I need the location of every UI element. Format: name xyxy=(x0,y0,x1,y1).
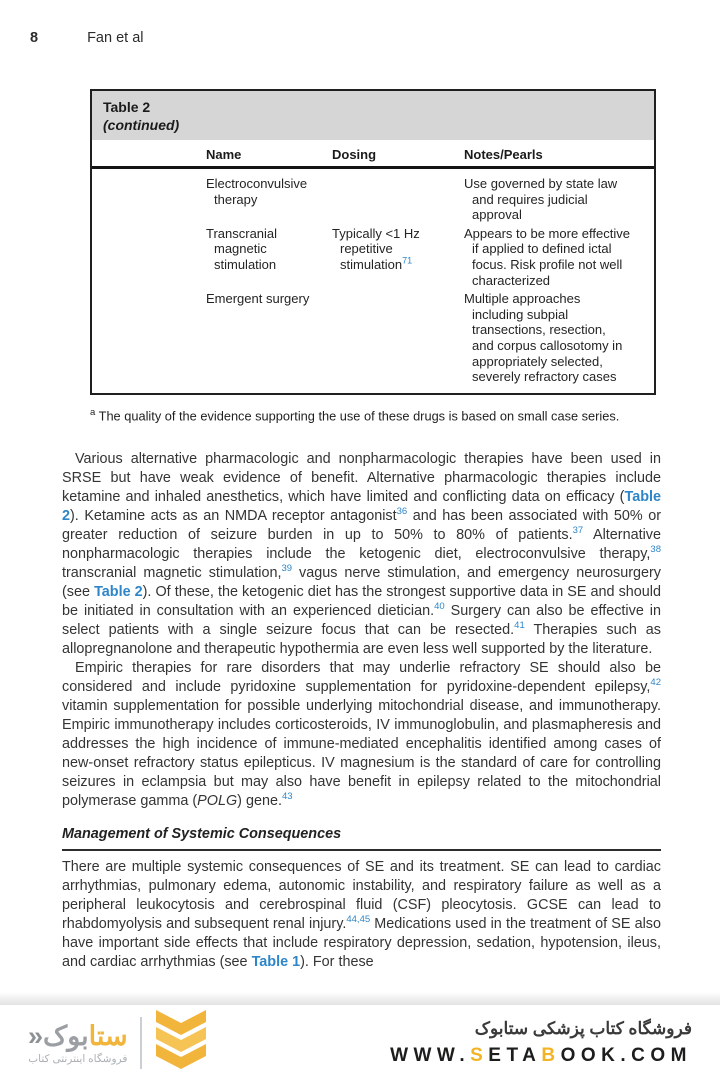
dosing-text: Typically <1 Hz repetitive stimulation xyxy=(332,225,420,272)
table-cell-notes: Use governed by state law and requires judicial approval xyxy=(464,176,618,223)
text-segment: Medications used in the treatment of SE also have important side effects that include respiratory depression, sedation, hypotension, ileus, and cardiac arrhythmias (see xyxy=(62,915,661,970)
citation-reference[interactable]: 36 xyxy=(396,506,408,518)
text-segment: vagus nerve stimulation, and emergency neurosurgery (see xyxy=(62,564,661,600)
text-segment: Surgery can also be effective in select patients with a single seizure focus that can be resected. xyxy=(62,602,661,638)
text-segment: POLG xyxy=(197,792,238,809)
text-segment: and has been associated with 50% or greater reduction of seizure burden in up to 50% to 80% of patients. xyxy=(62,507,661,543)
table-crossref-link[interactable]: Table 2 xyxy=(62,488,661,524)
table-crossref-link[interactable]: Table 1 xyxy=(251,953,301,970)
text-segment: S xyxy=(470,1044,489,1066)
column-header-name: Name xyxy=(206,147,242,162)
table-row xyxy=(92,226,654,288)
citation-reference[interactable]: 44,45 xyxy=(346,914,371,926)
table-cell-dosing xyxy=(324,226,456,288)
table-cell-category xyxy=(92,291,198,385)
paragraph xyxy=(62,450,661,659)
table-row xyxy=(92,291,654,385)
table-cell-notes: Appears to be more effective if applied to defined ictal focus. Risk profile not well characterized xyxy=(464,225,630,288)
store-title: فروشگاه کتاب پزشکی ستابوک xyxy=(474,1018,692,1038)
watermark-footer xyxy=(0,1005,720,1080)
table-cell-name: Emergent surgery xyxy=(206,291,310,307)
footer-right-block xyxy=(390,1019,692,1067)
text-segment: B xyxy=(541,1044,561,1066)
site-url[interactable] xyxy=(390,1045,692,1067)
citation-reference[interactable]: 38 xyxy=(650,544,661,556)
table-title: Table 2 xyxy=(103,99,151,115)
text-segment: Alternative nonpharmacologic therapies include the ketogenic diet, electroconvulsive therapy, xyxy=(62,526,661,562)
table-cell-dosing xyxy=(324,176,456,223)
citation-reference[interactable]: 39 xyxy=(281,563,293,575)
table-cell-name: Transcranial magnetic stimulation xyxy=(206,225,278,272)
footnote-marker: a xyxy=(90,406,96,418)
table-cell-name: Electroconvulsive therapy xyxy=(206,176,308,207)
logo-divider xyxy=(140,1017,142,1069)
citation-reference[interactable]: 37 xyxy=(572,525,584,537)
table-body xyxy=(92,169,654,393)
setabook-wordmark xyxy=(28,1021,128,1051)
logo-text-block xyxy=(28,1021,128,1065)
footnote-text: The quality of the evidence supporting the use of these drugs is based on small case series. xyxy=(98,407,620,423)
page-content xyxy=(0,89,720,972)
text-segment: ). Of these, the ketogenic diet has the strongest supportive data in SE and should be initiated in consultation with an experienced dietician. xyxy=(62,583,661,619)
column-header-notes: Notes/Pearls xyxy=(464,147,543,162)
table-cell-notes: Multiple approaches including subpial transections, resection, and corpus callosotomy in appropriately selected, severely refractory cases xyxy=(464,291,623,385)
page-number: 8 xyxy=(30,30,39,46)
wordmark-guillemet: « xyxy=(28,1020,44,1051)
table-cell-category xyxy=(92,226,198,288)
paragraph xyxy=(62,659,661,811)
citation-reference[interactable]: 41 xyxy=(514,620,525,632)
table-footnote xyxy=(90,405,656,424)
section-heading: Management of Systemic Consequences xyxy=(62,825,661,851)
table-crossref-link[interactable]: Table 2 xyxy=(94,583,143,600)
article-body xyxy=(62,450,661,972)
setabook-logo[interactable] xyxy=(28,1010,208,1075)
table-2-continued xyxy=(90,89,656,395)
column-header-empty xyxy=(92,147,198,162)
text-segment: ). Ketamine acts as an NMDA receptor antagonist xyxy=(70,507,397,524)
text-segment: WWW. xyxy=(390,1044,471,1066)
citation-reference[interactable]: 43 xyxy=(281,791,293,803)
setabook-chevron-logo-icon xyxy=(154,1010,208,1075)
text-segment: OOK.COM xyxy=(560,1044,692,1066)
wordmark-gold-part: ستا xyxy=(88,1020,128,1051)
text-segment: Various alternative pharmacologic and nonpharmacologic therapies have been used in SRSE but have weak evidence of benefit. Alternative pharmacologic therapies include ketamine and inhaled anesthetics, which have limited and conflicting data on efficacy ( xyxy=(62,450,661,505)
footer-shadow xyxy=(0,992,720,1005)
text-segment: transcranial magnetic stimulation, xyxy=(62,564,282,581)
citation-reference[interactable]: 40 xyxy=(434,601,445,613)
citation-reference[interactable]: 42 xyxy=(650,677,661,689)
paragraph xyxy=(62,858,661,972)
logo-tagline: فروشگاه اینترنتی کتاب xyxy=(28,1052,128,1065)
text-segment: Therapies such as allopregnanolone and therapeutic hypothermia are even less well supported by the literature. xyxy=(62,621,661,657)
table-cell-dosing xyxy=(324,291,456,385)
table-cell-category xyxy=(92,176,198,223)
running-title: Fan et al xyxy=(87,30,144,46)
citation-reference[interactable]: 71 xyxy=(402,255,413,266)
table-row xyxy=(92,176,654,223)
table-column-headers xyxy=(92,140,654,169)
table-title-band xyxy=(92,91,654,140)
text-segment: ). For these xyxy=(300,953,374,970)
wordmark-gray-part: بوک xyxy=(43,1020,89,1051)
text-segment: There are multiple systemic consequences of SE and its treatment. SE can lead to cardiac arrhythmias, pulmonary edema, autonomic instability, and respiratory failure as well as a peripheral leukocytosis and cerebrospinal fluid (CSF) pleocytosis. GCSE can lead to rhabdomyolysis and subsequent renal injury. xyxy=(62,858,661,932)
text-segment: vitamin supplementation for possible underlying mitochondrial disease, and immunotherapy. Empiric immunotherapy includes corticosteroids, IV immunoglobulin, and plasmapheresis and addresses the high incidence of immune-mediated encephalitis identified among cases of new-onset refractory status epilepticus. IV magnesium is the standard of care for controlling seizures in eclampsia but may also have benefit in epilepsy related to the mitochondrial polymerase gamma ( xyxy=(62,697,661,809)
text-segment: ) gene. xyxy=(237,792,282,809)
text-segment: ETA xyxy=(488,1044,542,1066)
running-header xyxy=(30,30,144,46)
text-segment: Empiric therapies for rare disorders that may underlie refractory SE should also be considered and include pyridoxine supplementation for pyridoxine-dependent epilepsy, xyxy=(62,659,661,695)
table-continued-label: (continued) xyxy=(103,117,180,133)
column-header-dosing: Dosing xyxy=(332,147,377,162)
